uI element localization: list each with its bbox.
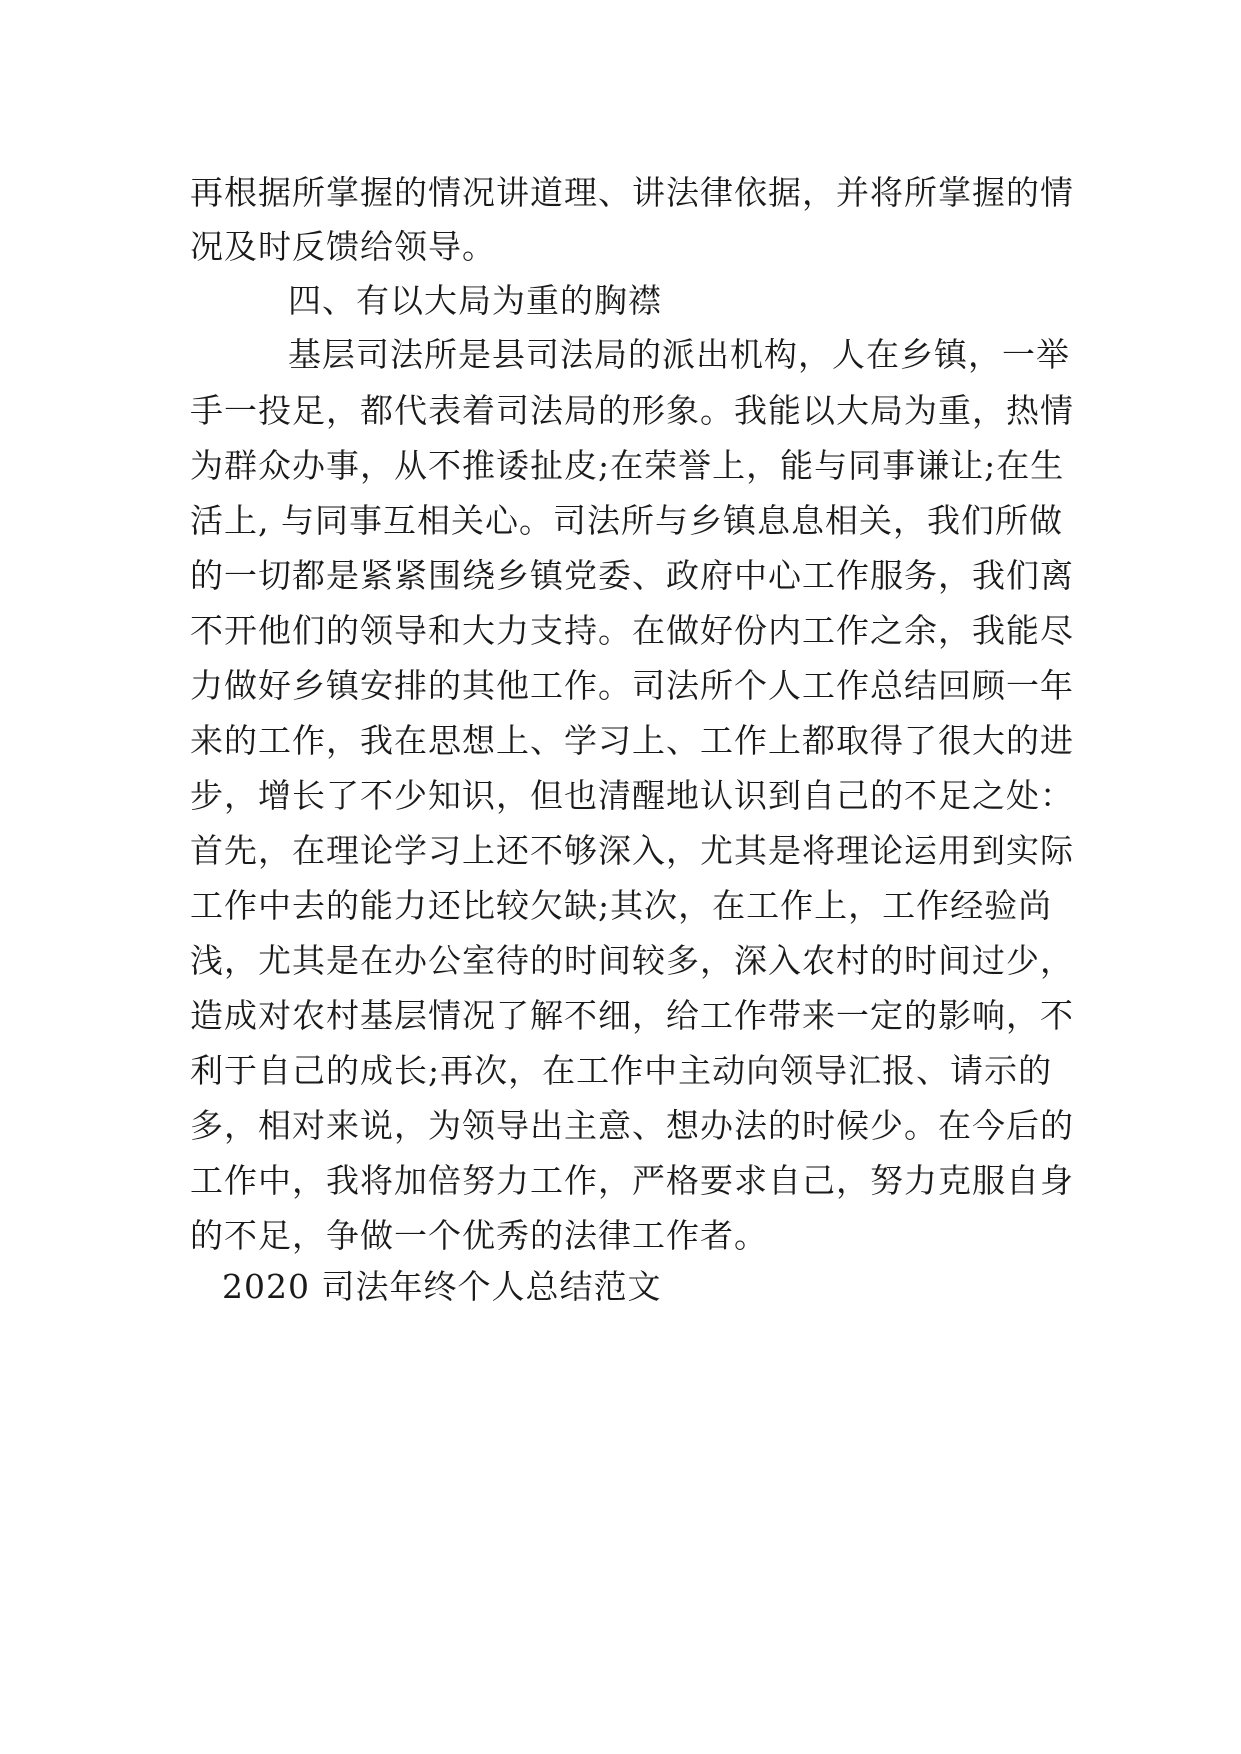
section-heading: 四、有以大局为重的胸襟 bbox=[288, 281, 662, 320]
body-line: 造成对农村基层情况了解不细，给工作带来一定的影响，不 bbox=[190, 996, 1074, 1035]
body-line: 活上, 与同事互相关心。司法所与乡镇息息相关，我们所做 bbox=[190, 501, 1063, 540]
body-line: 不开他们的领导和大力支持。在做好份内工作之余，我能尽 bbox=[190, 611, 1074, 650]
body-line: 基层司法所是县司法局的派出机构，人在乡镇，一举 bbox=[288, 335, 1070, 374]
body-line: 步，增长了不少知识，但也清醒地认识到自己的不足之处： bbox=[190, 776, 1074, 815]
body-line: 来的工作，我在思想上、学习上、工作上都取得了很大的进 bbox=[190, 721, 1074, 760]
body-line: 再根据所掌握的情况讲道理、讲法律依据，并将所掌握的情 bbox=[190, 173, 1074, 212]
body-line: 多，相对来说，为领导出主意、想办法的时候少。在今后的 bbox=[190, 1106, 1074, 1145]
body-line: 利于自己的成长;再次，在工作中主动向领导汇报、请示的 bbox=[190, 1051, 1053, 1090]
body-line: 工作中，我将加倍努力工作，严格要求自己，努力克服自身 bbox=[190, 1161, 1074, 1200]
body-line: 况及时反馈给领导。 bbox=[190, 227, 496, 266]
body-line: 手一投足，都代表着司法局的形象。我能以大局为重，热情 bbox=[190, 391, 1074, 430]
body-line: 浅，尤其是在办公室待的时间较多，深入农村的时间过少， bbox=[190, 941, 1074, 980]
body-line: 工作中去的能力还比较欠缺;其次，在工作上，工作经验尚 bbox=[190, 886, 1053, 925]
body-line: 的一切都是紧紧围绕乡镇党委、政府中心工作服务，我们离 bbox=[190, 556, 1074, 595]
body-line: 的不足，争做一个优秀的法律工作者。 bbox=[190, 1216, 768, 1255]
body-line: 首先，在理论学习上还不够深入，尤其是将理论运用到实际 bbox=[190, 831, 1074, 870]
body-line: 为群众办事，从不推诿扯皮;在荣誉上，能与同事谦让;在生 bbox=[190, 446, 1065, 485]
body-line: 力做好乡镇安排的其他工作。司法所个人工作总结回顾一年 bbox=[190, 666, 1074, 705]
footer-title: 2020 司法年终个人总结范文 bbox=[222, 1267, 662, 1306]
